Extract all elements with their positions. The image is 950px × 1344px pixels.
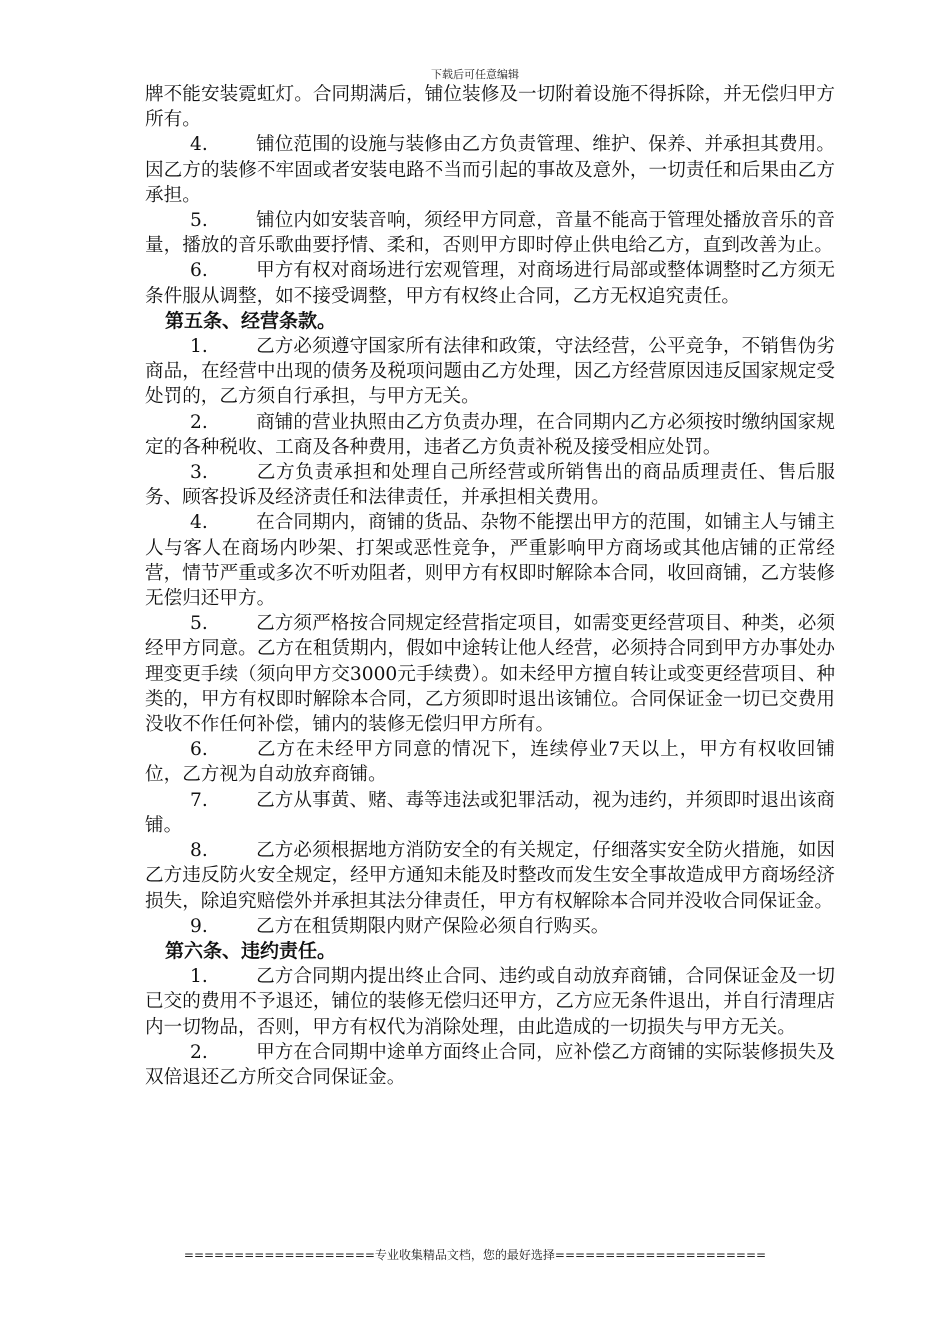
- clause-number: 2.: [190, 1041, 208, 1063]
- clause-text: 甲方在合同期中途单方面终止合同，应补偿乙方商铺的实际装修损失及双倍退还乙方所交合同保证金。: [145, 1041, 835, 1088]
- clause-item: [145, 964, 835, 1040]
- clause-item: [145, 737, 835, 787]
- section-6-heading: 第六条、违约责任。: [165, 939, 337, 962]
- clause-number: 8.: [190, 840, 208, 862]
- clause-text: 乙方从事黄、赌、毒等违法或犯罪活动，视为违约，并须即时退出该商铺。: [145, 789, 835, 836]
- clause-text: 乙方须严格按合同规定经营指定项目，如需变更经营项目、种类，必须经甲方同意。乙方在租赁期内，假如中途转让他人经营，必须持合同到甲方办事处办理变更手续（须向甲方交3000元手续费）。如未经甲方擅自转让或变更经营项目、种类的，甲方有权即时解除本合同，乙方须即时退出该铺位。合同保证金一切已交费用没收不作任何补偿，铺内的装修无偿归甲方所有。: [145, 613, 835, 736]
- clause-text: 在合同期内，商铺的货品、杂物不能摆出甲方的范围，如铺主人与铺主人与客人在商场内吵架、打架或恶性竞争，严重影响甲方商场或其他店铺的正常经营，情节严重或多次不听劝阻者，则甲方有权即时解除本合同，收回商铺，乙方装修无偿归还甲方。: [145, 512, 835, 610]
- clause-number: 9.: [190, 915, 208, 937]
- clause-number: 7.: [190, 789, 208, 811]
- clause-text: 乙方合同期内提出终止合同、违约或自动放弃商铺，合同保证金及一切已交的费用不予退还，铺位的装修无偿归还甲方，乙方应无条件退出，并自行清理店内一切物品，否则，甲方有权代为消除处理，由此造成的一切损失与甲方无关。: [145, 966, 835, 1038]
- clause-number: 4.: [190, 134, 208, 156]
- clause-text: 乙方在未经甲方同意的情况下，连续停业7天以上，甲方有权收回铺位，乙方视为自动放弃商铺。: [145, 739, 835, 786]
- clause-number: 6.: [190, 260, 208, 282]
- continuation-paragraph: 牌不能安装霓虹灯。合同期满后，铺位装修及一切附着设施不得拆除，并无偿归甲方所有。: [145, 84, 835, 131]
- clause-item: [145, 410, 835, 460]
- clause-item: [145, 838, 835, 914]
- page-footer: ===================专业收集精品文档，您的最好选择=====================: [183, 1248, 767, 1262]
- clause-text: 乙方在租赁期限内财产保险必须自行购买。: [256, 915, 610, 937]
- clause-text: 商铺的营业执照由乙方负责办理，在合同期内乙方必须按时缴纳国家规定的各种税收、工商及各种费用，违者乙方负责补税及接受相应处罚。: [145, 411, 835, 458]
- contract-body: [145, 82, 835, 1090]
- section-5-heading: 第五条、经营条款。: [165, 309, 337, 332]
- clause-number: 3.: [190, 462, 208, 484]
- clause-item: [145, 788, 835, 838]
- clause-item: [145, 460, 835, 510]
- clause-number: 2.: [190, 411, 208, 433]
- clause-number: 4.: [190, 512, 208, 534]
- clause-text: 铺位范围的设施与装修由乙方负责管理、维护、保养、并承担其费用。因乙方的装修不牢固或者安装电路不当而引起的事故及意外，一切责任和后果由乙方承担。: [145, 134, 835, 206]
- clause-number: 5.: [190, 613, 208, 635]
- clause-text: 乙方必须根据地方消防安全的有关规定，仔细落实安全防火措施，如因乙方违反防火安全规定，经甲方通知未能及时整改而发生安全事故造成甲方商场经济损失，除追究赔偿外并承担其法分律责任，甲方有权解除本合同并没收合同保证金。: [145, 840, 835, 912]
- clause-number: 6.: [190, 739, 208, 761]
- clause-text: 乙方负责承担和处理自己所经营或所销售出的商品质理责任、售后服务、顾客投诉及经济责任和法律责任，并承担相关费用。: [145, 462, 835, 509]
- page-header: 下载后可任意编辑: [431, 68, 519, 81]
- clause-item: [145, 914, 835, 939]
- clause-item: [145, 258, 835, 308]
- clause-item: [145, 208, 835, 258]
- clause-number: 5.: [190, 210, 208, 232]
- clause-text: 乙方必须遵守国家所有法律和政策，守法经营，公平竞争，不销售伪劣商品，在经营中出现的债务及税项问题由乙方处理，因乙方经营原因违反国家规定受处罚的，乙方须自行承担，与甲方无关。: [145, 336, 835, 408]
- clause-item: [145, 132, 835, 208]
- clause-number: 1.: [190, 966, 208, 988]
- clause-item: [145, 510, 835, 611]
- clause-item: [145, 334, 835, 410]
- clause-text: 铺位内如安装音响，须经甲方同意，音量不能高于管理处播放音乐的音量，播放的音乐歌曲要抒情、柔和，否则甲方即时停止供电给乙方，直到改善为止。: [145, 210, 835, 257]
- clause-item: [145, 611, 835, 737]
- clause-text: 甲方有权对商场进行宏观管理，对商场进行局部或整体调整时乙方须无条件服从调整，如不接受调整，甲方有权终止合同，乙方无权追究责任。: [145, 260, 835, 307]
- clause-item: [145, 1040, 835, 1090]
- clause-number: 1.: [190, 336, 208, 358]
